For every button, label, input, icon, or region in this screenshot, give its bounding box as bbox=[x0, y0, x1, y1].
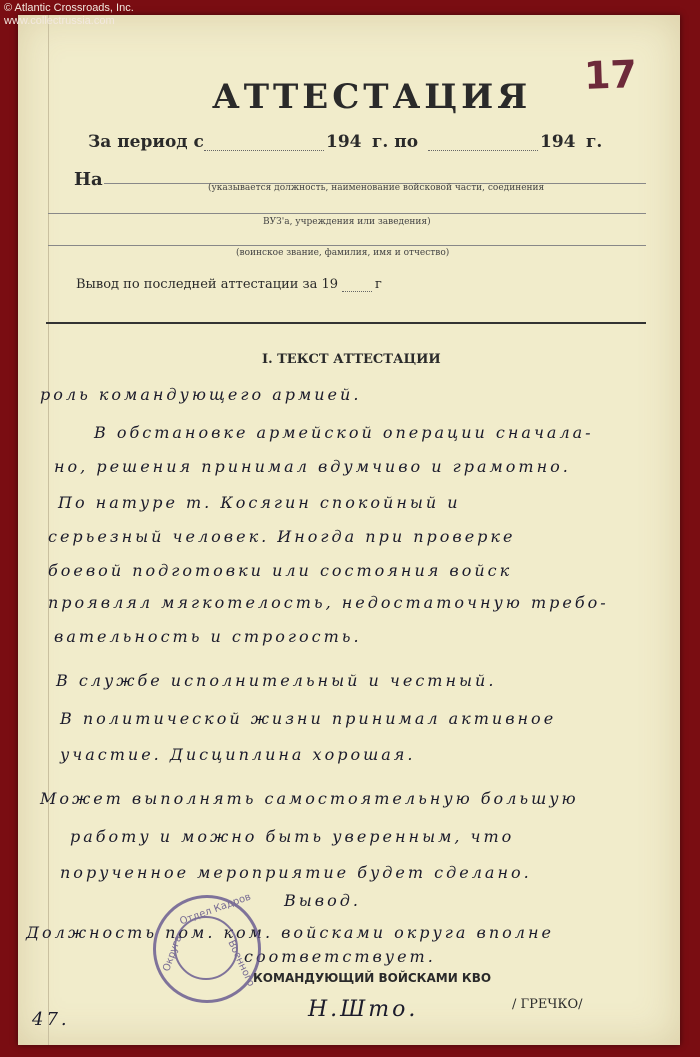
document-page bbox=[18, 15, 680, 1045]
period-to-label: г. по bbox=[372, 132, 419, 152]
handwritten-signature: Н.Што. bbox=[308, 997, 419, 1022]
rank-line bbox=[48, 245, 646, 246]
signatory-name: / ГРЕЧКО/ bbox=[512, 997, 583, 1012]
handwritten-line: участие. Дисциплина хорошая. bbox=[60, 745, 416, 764]
last-attestation-line bbox=[342, 291, 372, 292]
handwritten-line: но, решения принимал вдумчиво и грамотно. bbox=[54, 457, 571, 476]
handwritten-line: В службе исполнительный и честный. bbox=[56, 671, 497, 690]
rank-caption: (воинское звание, фамилия, имя и отчество) bbox=[236, 248, 450, 258]
last-attestation-label: Вывод по последней аттестации за 19 bbox=[76, 277, 339, 292]
copyright-url: www.collectrussia.com bbox=[4, 15, 115, 27]
handwritten-line: В политической жизни принимал активное bbox=[60, 709, 557, 728]
handwritten-line: вательность и строгость. bbox=[54, 627, 362, 646]
period-from-line bbox=[204, 150, 324, 151]
section-divider bbox=[46, 322, 646, 324]
period-year-from: 194 bbox=[326, 132, 362, 152]
handwritten-line: серьезный человек. Иногда при проверке bbox=[48, 527, 516, 546]
handwritten-line: порученное мероприятие будет сделано. bbox=[60, 863, 532, 882]
handwritten-conclusion-heading: Вывод. bbox=[284, 891, 361, 910]
handwritten-line: В обстановке армейской операции сначала- bbox=[94, 423, 594, 442]
handwritten-line: работу и можно быть уверенным, что bbox=[70, 827, 515, 846]
institution-caption: ВУЗ'а, учреждения или заведения) bbox=[263, 217, 431, 227]
handwritten-line: роль командующего армией. bbox=[40, 385, 362, 404]
handwritten-line: боевой подготовки или состояния войск bbox=[48, 561, 513, 580]
position-caption: (указывается должность, наименование войсковой части, соединения bbox=[208, 183, 545, 193]
seal-text-left: Округа bbox=[161, 933, 185, 974]
signatory-title: КОМАНДУЮЩИЙ ВОЙСКАМИ КВО bbox=[253, 971, 492, 985]
assignment-line-2 bbox=[48, 213, 646, 214]
document-title: АТТЕСТАЦИЯ bbox=[212, 77, 532, 117]
seal-text-right: Военного bbox=[225, 938, 257, 989]
period-to-line bbox=[428, 150, 538, 151]
official-seal bbox=[153, 891, 261, 1003]
copyright-watermark bbox=[4, 2, 134, 28]
seal-text-top: Отдел Кадров bbox=[178, 891, 253, 928]
period-year-suffix: г. bbox=[586, 132, 603, 152]
handwritten-line: По натуре т. Косягин спокойный и bbox=[58, 493, 461, 512]
copyright-line: © Atlantic Crossroads, Inc. bbox=[4, 2, 134, 14]
period-year-to: 194 bbox=[540, 132, 576, 152]
handwritten-line: проявлял мягкотелость, недостаточную требо- bbox=[48, 593, 609, 612]
handwritten-line: Должность пом. ком. войсками округа вполне bbox=[26, 923, 554, 942]
last-attestation-suffix: г bbox=[375, 277, 382, 292]
section-title: I. ТЕКСТ АТТЕСТАЦИИ bbox=[262, 352, 441, 367]
handwritten-line: Может выполнять самостоятельную большую bbox=[40, 789, 579, 808]
page-number: 47. bbox=[32, 1009, 70, 1030]
assignment-label: На bbox=[74, 169, 103, 190]
handwritten-line: соответствует. bbox=[244, 947, 436, 966]
period-label: За период с bbox=[88, 132, 204, 152]
document-number: 17 bbox=[583, 52, 638, 98]
